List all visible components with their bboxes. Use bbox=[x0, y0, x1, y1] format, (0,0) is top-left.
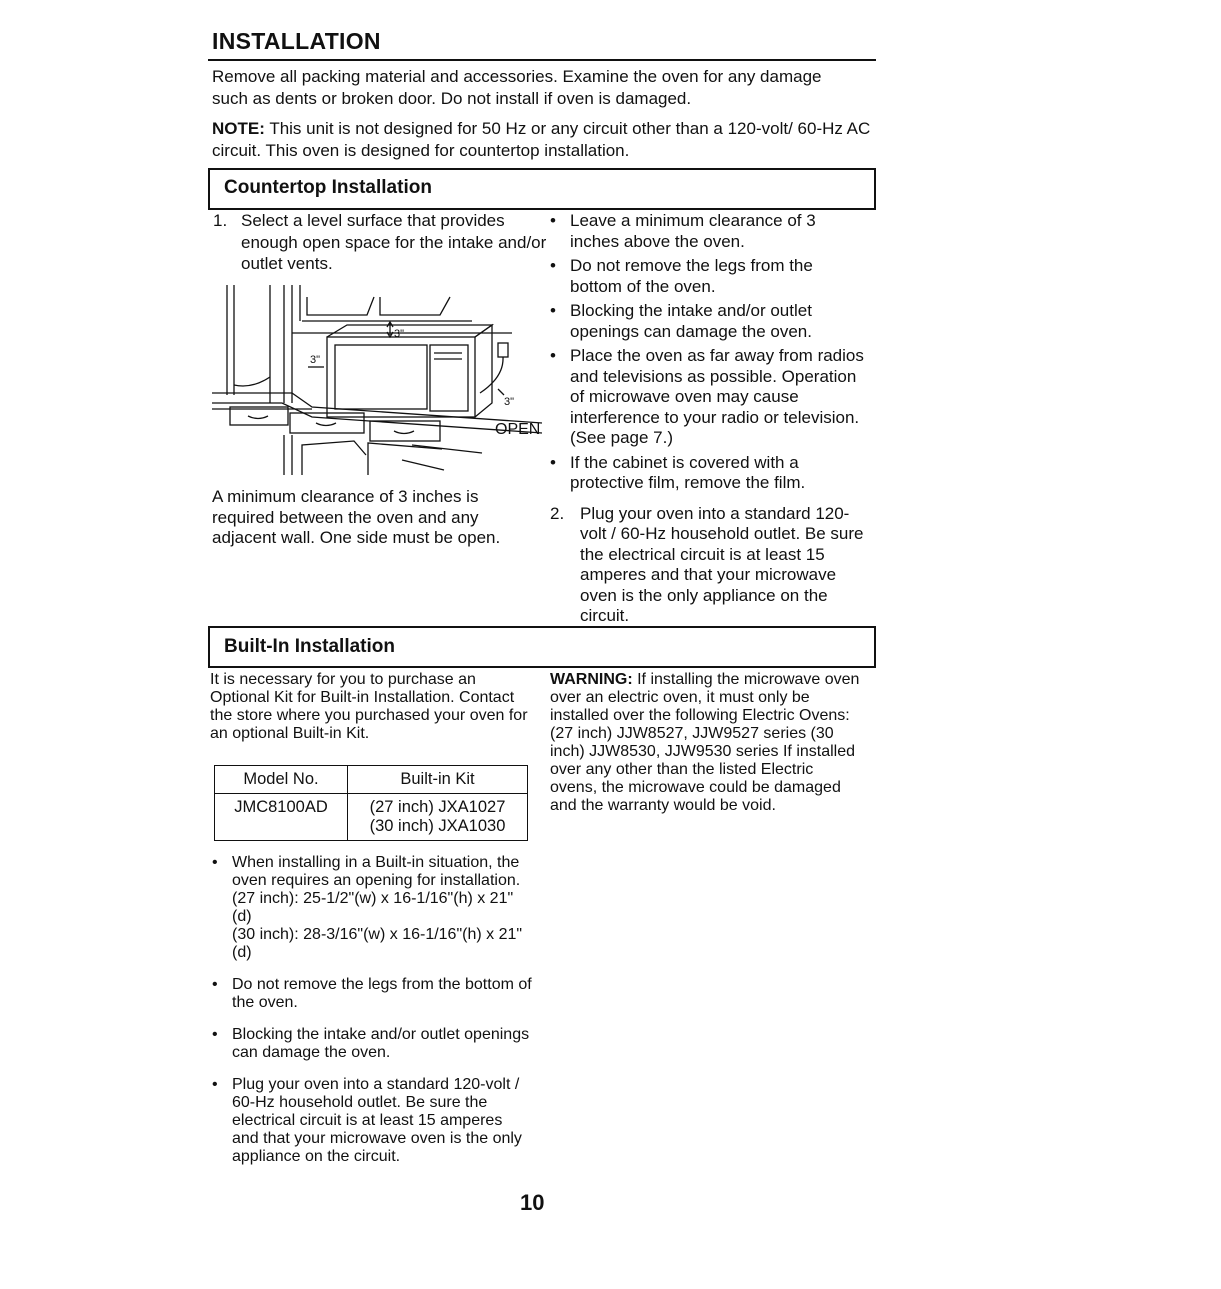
countertop-step-1 bbox=[213, 210, 551, 275]
countertop-clearance-illustration bbox=[212, 285, 552, 475]
intro-paragraph: Remove all packing material and accessories. Examine the oven for any damage such as dents or broken door. Do not install if oven is damaged. bbox=[212, 67, 822, 108]
page-number: 10 bbox=[520, 1190, 545, 1215]
list-item: • If the cabinet is covered with a protective film, remove the film. bbox=[550, 453, 868, 494]
builtin-heading-box bbox=[208, 626, 876, 668]
builtin-intro: It is necessary for you to purchase an Optional Kit for Built-in Installation. Contact the store where you purchased your oven for an optional Built-in Kit. bbox=[210, 671, 528, 742]
countertop-step-2 bbox=[550, 504, 868, 627]
step-text: Select a level surface that provides enough open space for the intake and/or outlet vents. bbox=[241, 211, 547, 273]
open-label: OPEN bbox=[495, 421, 541, 438]
list-item: • Plug your oven into a standard 120-volt / 60-Hz household outlet. Be sure the electrical circuit is at least 15 amperes and that your microwave oven is the only appliance on the circuit. bbox=[212, 1076, 532, 1166]
kit-30-inch: (30 inch) JXA1030 bbox=[369, 817, 506, 835]
left-clearance-label: 3" bbox=[310, 354, 321, 366]
countertop-heading-box bbox=[208, 168, 876, 210]
table-row bbox=[215, 794, 528, 841]
builtin-bullet-list bbox=[212, 854, 532, 1166]
note-label: NOTE: bbox=[212, 119, 265, 138]
warning-label: WARNING: bbox=[550, 671, 633, 688]
illustration-caption: A minimum clearance of 3 inches is required between the oven and any adjacent wall. One side must be open. bbox=[212, 487, 501, 547]
list-item: • Blocking the intake and/or outlet openings can damage the oven. bbox=[212, 1026, 532, 1062]
builtin-kit-table bbox=[214, 765, 528, 841]
table-header-kit: Built-in Kit bbox=[348, 766, 528, 794]
table-cell-model: JMC8100AD bbox=[215, 794, 348, 841]
opening-intro: • When installing in a Built-in situation, the oven requires an opening for installation. bbox=[232, 854, 521, 889]
dimensions-27-inch: (27 inch): 25-1/2"(w) x 16-1/16"(h) x 21"(d) bbox=[232, 890, 514, 925]
list-item: • Do not remove the legs from the bottom of the oven. bbox=[550, 256, 868, 297]
top-clearance-label: 3" bbox=[394, 328, 405, 340]
right-clearance-label: 3" bbox=[504, 396, 515, 408]
step-number: 2. bbox=[550, 503, 565, 523]
note-text: This unit is not designed for 50 Hz or any circuit other than a 120-volt/ 60-Hz AC circuit. This oven is designed for countertop installation. bbox=[212, 119, 871, 160]
page-title: INSTALLATION bbox=[212, 28, 381, 54]
countertop-heading: Countertop Installation bbox=[224, 177, 432, 198]
warning-text: If installing the microwave oven over an electric oven, it must only be installed over the following Electric Ovens: (27 inch) JJW8527, JJW9527 series (30 inch) JJW8530, JJW9530 series If installed over any other than the listed Electric ovens, the microwave could be damaged and the warranty would be void. bbox=[550, 671, 860, 814]
step-text: Plug your oven into a standard 120-volt / 60-Hz household outlet. Be sure the electrical circuit is at least 15 amperes and that your microwave oven is the only appliance on the circuit. bbox=[580, 503, 864, 625]
list-item: • Blocking the intake and/or outlet openings can damage the oven. bbox=[550, 301, 868, 342]
list-item: • Do not remove the legs from the bottom of the oven. bbox=[212, 976, 532, 1012]
table-cell-kit bbox=[348, 794, 528, 841]
list-item bbox=[212, 854, 532, 962]
table-header-model: Model No. bbox=[215, 766, 348, 794]
list-item: • Leave a minimum clearance of 3 inches above the oven. bbox=[550, 211, 868, 252]
dimensions-30-inch: (30 inch): 28-3/16"(w) x 16-1/16"(h) x 21"(d) bbox=[232, 926, 523, 961]
builtin-warning bbox=[550, 671, 862, 815]
countertop-bullet-list bbox=[550, 211, 868, 627]
builtin-heading: Built-In Installation bbox=[224, 636, 395, 657]
step-number: 1. bbox=[213, 211, 228, 230]
table-header-row bbox=[215, 766, 528, 794]
title-rule bbox=[208, 59, 876, 61]
kit-27-inch: (27 inch) JXA1027 bbox=[369, 798, 506, 816]
list-item: • Place the oven as far away from radios and televisions as possible. Operation of microwave oven may cause interference to your radio or television. (See page 7.) bbox=[550, 346, 868, 449]
note-paragraph bbox=[212, 118, 880, 161]
